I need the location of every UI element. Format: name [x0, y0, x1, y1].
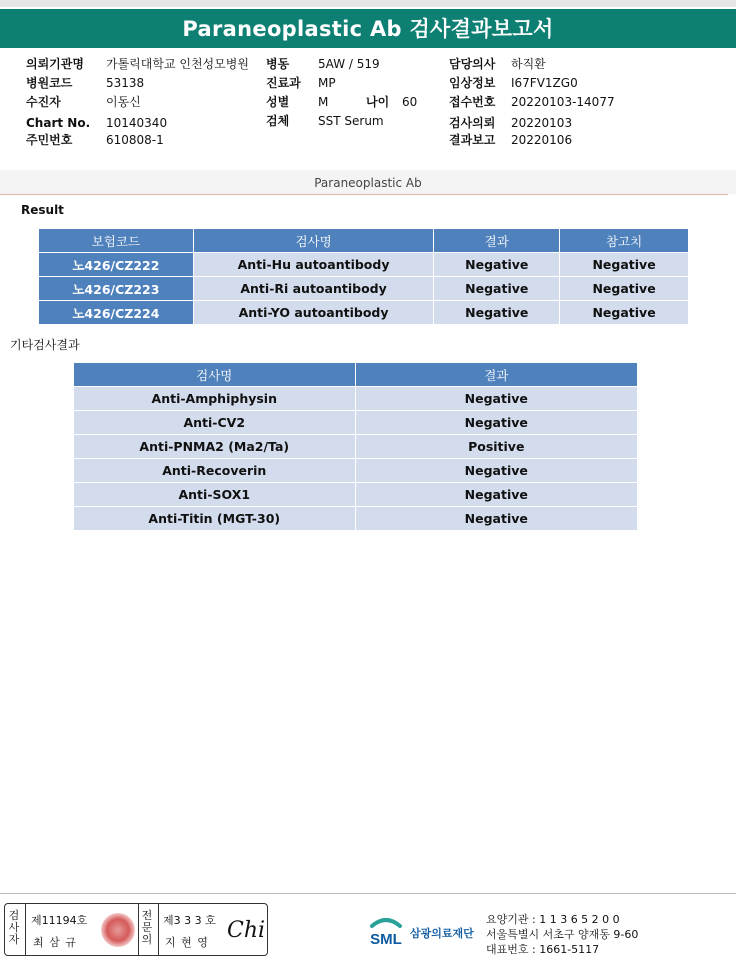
- age-value: 60: [402, 95, 418, 109]
- table-row: [74, 435, 638, 459]
- test-name: Anti-Ri autoantibody: [193, 277, 434, 301]
- institution-value: 가톨릭대학교 인천성모병원: [106, 57, 249, 71]
- test-name: Anti-CV2: [74, 411, 356, 435]
- org-phone: 대표번호 : 1661-5117: [486, 943, 600, 956]
- specialist-name: 지 현 영: [165, 936, 209, 949]
- ward-value: 5AW / 519: [318, 57, 380, 71]
- divider: [25, 904, 26, 955]
- receipt-no-value: 20220103-14077: [511, 95, 615, 109]
- table-row: [74, 387, 638, 411]
- department-value: MP: [318, 76, 336, 90]
- test-result: Negative: [434, 301, 560, 325]
- other-results-table: [73, 362, 638, 531]
- test-result: Negative: [434, 253, 560, 277]
- header-result: 결과: [434, 229, 560, 253]
- table-row: [74, 507, 638, 531]
- report-title: Paraneoplastic Ab 검사결과보고서: [0, 9, 736, 48]
- institution-row: [26, 57, 84, 71]
- logo-text: SML: [370, 931, 402, 948]
- insurance-code: 노426/CZ223: [39, 277, 194, 301]
- header-result: 결과: [355, 363, 637, 387]
- sml-logo-icon: [366, 912, 406, 952]
- table-row: [39, 277, 689, 301]
- tester-number: 제11194호: [31, 914, 88, 927]
- table-row: [74, 483, 638, 507]
- seal-stamp-icon: [101, 913, 135, 947]
- clinical-value: I67FV1ZG0: [511, 76, 578, 90]
- specialist-label: 전문의: [141, 909, 153, 946]
- header-insurance-code: 보험코드: [39, 229, 194, 253]
- test-result: Negative: [434, 277, 560, 301]
- signature: Chi: [227, 918, 266, 943]
- test-result: Negative: [355, 411, 637, 435]
- band-title: Paraneoplastic Ab: [314, 176, 422, 190]
- request-date-value: 20220103: [511, 116, 573, 130]
- header-test-name: 검사명: [193, 229, 434, 253]
- result-section-title: Result: [21, 203, 64, 217]
- report-date-label: 결과보고: [449, 133, 496, 147]
- specimen-value: SST Serum: [318, 114, 384, 128]
- org-address: 서울특별시 서초구 양재동 9-60: [486, 928, 639, 941]
- institution-label: 의뢰기관명: [26, 57, 84, 71]
- reference-value: Negative: [560, 277, 689, 301]
- footer-divider: [0, 893, 736, 894]
- test-result: Negative: [355, 387, 637, 411]
- doctor-value: 하직환: [511, 57, 546, 71]
- test-name: Anti-Hu autoantibody: [193, 253, 434, 277]
- hospital-code-label: 병원코드: [26, 76, 73, 90]
- org-code: 요양기관 : 1 1 3 6 5 2 0 0: [486, 913, 620, 926]
- patient-value: 이동신: [106, 95, 141, 109]
- test-name: Anti-YO autoantibody: [193, 301, 434, 325]
- top-border: [0, 0, 736, 7]
- other-section-title: 기타검사결과: [10, 338, 80, 352]
- table-row: [74, 411, 638, 435]
- reference-value: Negative: [560, 253, 689, 277]
- table-row: [39, 253, 689, 277]
- receipt-no-label: 접수번호: [449, 95, 496, 109]
- test-name: Anti-PNMA2 (Ma2/Ta): [74, 435, 356, 459]
- tester-label: 검사자: [8, 909, 20, 946]
- test-result: Positive: [355, 435, 637, 459]
- resident-no-value: 610808-1: [106, 133, 164, 147]
- hospital-code-value: 53138: [106, 76, 145, 90]
- sex-label: 성별: [266, 95, 290, 109]
- band-divider: [0, 194, 728, 195]
- ward-label: 병동: [266, 57, 290, 71]
- age-label: 나이: [366, 95, 390, 109]
- test-name: Anti-Amphiphysin: [74, 387, 356, 411]
- header-test-name: 검사명: [74, 363, 356, 387]
- test-name: Anti-Titin (MGT-30): [74, 507, 356, 531]
- org-name: 삼광의료재단: [410, 927, 474, 940]
- result-table-header: [39, 229, 689, 253]
- divider: [158, 904, 159, 955]
- sex-value: M: [318, 95, 329, 109]
- divider: [138, 904, 139, 955]
- tester-name: 최 삼 규: [33, 936, 77, 949]
- department-label: 진료과: [266, 76, 301, 90]
- test-result: Negative: [355, 483, 637, 507]
- specimen-label: 검체: [266, 114, 290, 128]
- other-table-header: [74, 363, 638, 387]
- table-row: [39, 301, 689, 325]
- doctor-label: 담당의사: [449, 57, 496, 71]
- header-reference: 참고치: [560, 229, 689, 253]
- result-table: [38, 228, 689, 325]
- test-result: Negative: [355, 507, 637, 531]
- report-date-value: 20220106: [511, 133, 573, 147]
- test-name: Anti-SOX1: [74, 483, 356, 507]
- resident-no-label: 주민번호: [26, 133, 73, 147]
- signature-box: [4, 903, 268, 956]
- chart-no-label: Chart No.: [26, 116, 91, 130]
- specialist-number: 제3 3 3 호: [163, 914, 216, 927]
- patient-label: 수진자: [26, 95, 61, 109]
- request-date-label: 검사의뢰: [449, 116, 496, 130]
- insurance-code: 노426/CZ224: [39, 301, 194, 325]
- chart-no-value: 10140340: [106, 116, 168, 130]
- test-result: Negative: [355, 459, 637, 483]
- test-name: Anti-Recoverin: [74, 459, 356, 483]
- insurance-code: 노426/CZ222: [39, 253, 194, 277]
- clinical-label: 임상정보: [449, 76, 496, 90]
- reference-value: Negative: [560, 301, 689, 325]
- table-row: [74, 459, 638, 483]
